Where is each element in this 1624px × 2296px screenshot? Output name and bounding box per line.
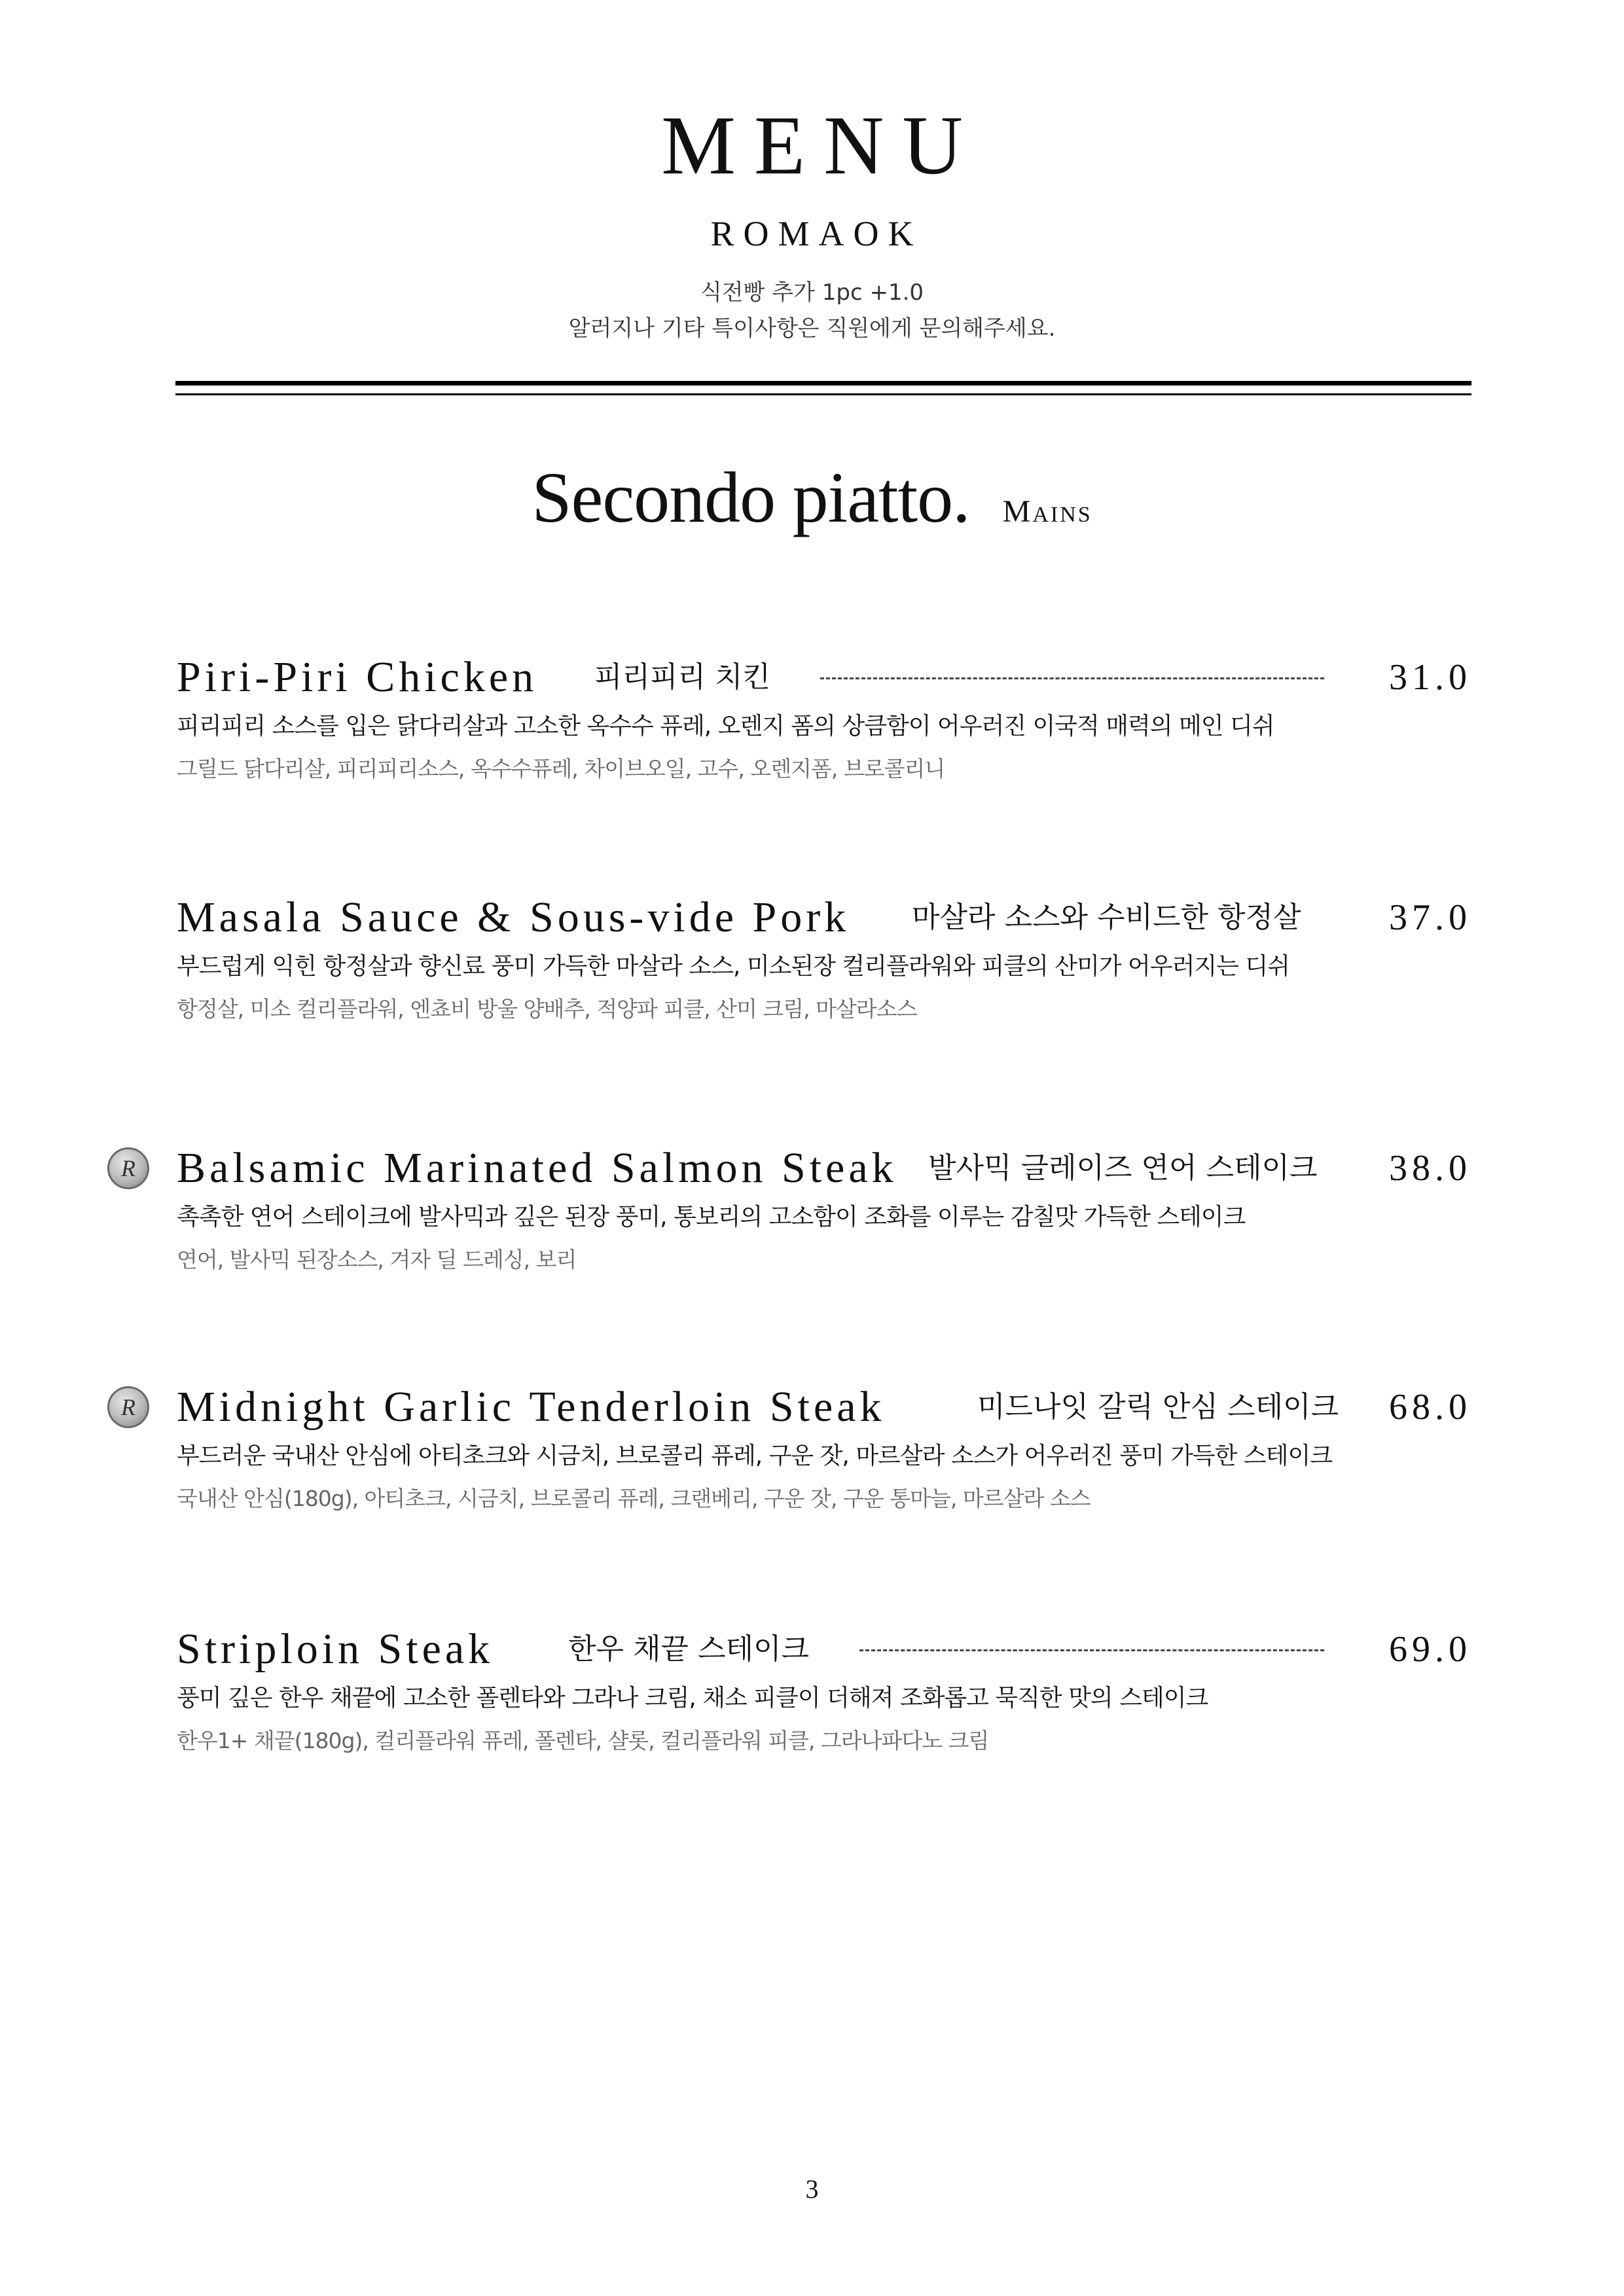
menu-item: [175, 891, 1471, 1062]
dish-name-en: Striploin Steak: [177, 1625, 494, 1673]
dish-name-ko: 마살라 소스와 수비드한 항정살: [912, 901, 1301, 934]
dish-name-en: Masala Sauce & Sous-vide Pork: [177, 893, 850, 941]
dish-description: 부드러운 국내산 안심에 아티초크와 시금치, 브로콜리 퓨레, 구운 잣, 마르살라 소스가 어우러진 풍미 가득한 스테이크: [177, 1443, 1333, 1469]
recommended-badge-icon: R: [107, 1386, 149, 1428]
allergy-note: 알러지나 기타 특이사항은 직원에게 문의해주세요.: [568, 315, 1056, 342]
dish-name-en: Piri-Piri Chicken: [177, 653, 538, 701]
bread-note: 식전빵 추가 1pc +1.0: [700, 279, 924, 306]
menu-title: MENU: [661, 99, 981, 192]
dotted-leader: [820, 677, 1324, 679]
menu-item-header: [121, 1142, 1471, 1194]
dish-price: 69.0: [1389, 1629, 1471, 1670]
dish-price: 31.0: [1389, 657, 1471, 698]
dish-name-ko: 한우 채끝 스테이크: [568, 1632, 810, 1666]
dish-name-ko: 미드나잇 갈릭 안심 스테이크: [977, 1390, 1339, 1424]
dish-price: 68.0: [1389, 1387, 1471, 1427]
recommended-badge-icon: R: [107, 1147, 149, 1189]
dish-description: 부드럽게 익힌 항정살과 향신료 풍미 가득한 마살라 소스, 미소된장 컬리플라워와 피클의 산미가 어우러지는 디쉬: [177, 953, 1290, 980]
dotted-leader: [859, 1649, 1324, 1651]
section-title: Secondo piatto.: [532, 457, 970, 537]
menu-item-header: [175, 1623, 1471, 1676]
dish-price: 37.0: [1389, 897, 1471, 938]
dish-description: 피리피리 소스를 입은 닭다리살과 고소한 옥수수 퓨레, 오렌지 폼의 상큼함이 어우러진 이국적 매력의 메인 디쉬: [177, 713, 1274, 740]
dish-ingredients: 한우1+ 채끝(180g), 컬리플라워 퓨레, 폴렌타, 샬롯, 컬리플라워 피클, 그라나파다노 크림: [177, 1728, 989, 1753]
header-divider-thin: [175, 393, 1471, 395]
dish-ingredients: 항정살, 미소 컬리플라워, 엔쵸비 방울 양배추, 적양파 피클, 산미 크림, 마살라소스: [177, 996, 917, 1022]
restaurant-name: ROMAOK: [710, 214, 923, 253]
dish-price: 38.0: [1389, 1148, 1471, 1189]
menu-item: [121, 1142, 1471, 1312]
page-number: 3: [805, 2174, 819, 2204]
dish-name-ko: 피리피리 치킨: [594, 660, 771, 694]
menu-item: [175, 1623, 1471, 1793]
section-heading: [0, 457, 1624, 537]
menu-item-header: [175, 651, 1471, 704]
menu-item-header: [121, 1381, 1471, 1433]
header-divider-thick: [175, 381, 1471, 386]
section-subtitle: Mains: [1002, 494, 1092, 529]
dish-name-ko: 발사믹 글레이즈 연어 스테이크: [928, 1151, 1318, 1185]
menu-item-header: [175, 891, 1471, 944]
dish-description: 촉촉한 연어 스테이크에 발사믹과 깊은 된장 풍미, 통보리의 고소함이 조화를 이루는 감칠맛 가득한 스테이크: [177, 1204, 1246, 1230]
dish-ingredients: 그릴드 닭다리살, 피리피리소스, 옥수수퓨레, 차이브오일, 고수, 오렌지폼, 브로콜리니: [177, 756, 945, 781]
dish-description: 풍미 깊은 한우 채끝에 고소한 폴렌타와 그라나 크림, 채소 피클이 더해져 조화롭고 묵직한 맛의 스테이크: [177, 1685, 1208, 1712]
dish-name-en: Midnight Garlic Tenderloin Steak: [177, 1383, 886, 1431]
dish-name-en: Balsamic Marinated Salmon Steak: [177, 1144, 897, 1192]
menu-item: [175, 651, 1471, 821]
menu-item: [121, 1381, 1471, 1551]
dish-ingredients: 국내산 안심(180g), 아티초크, 시금치, 브로콜리 퓨레, 크랜베리, 구운 잣, 구운 통마늘, 마르살라 소스: [177, 1486, 1091, 1511]
dish-ingredients: 연어, 발사믹 된장소스, 겨자 딜 드레싱, 보리: [177, 1247, 577, 1272]
